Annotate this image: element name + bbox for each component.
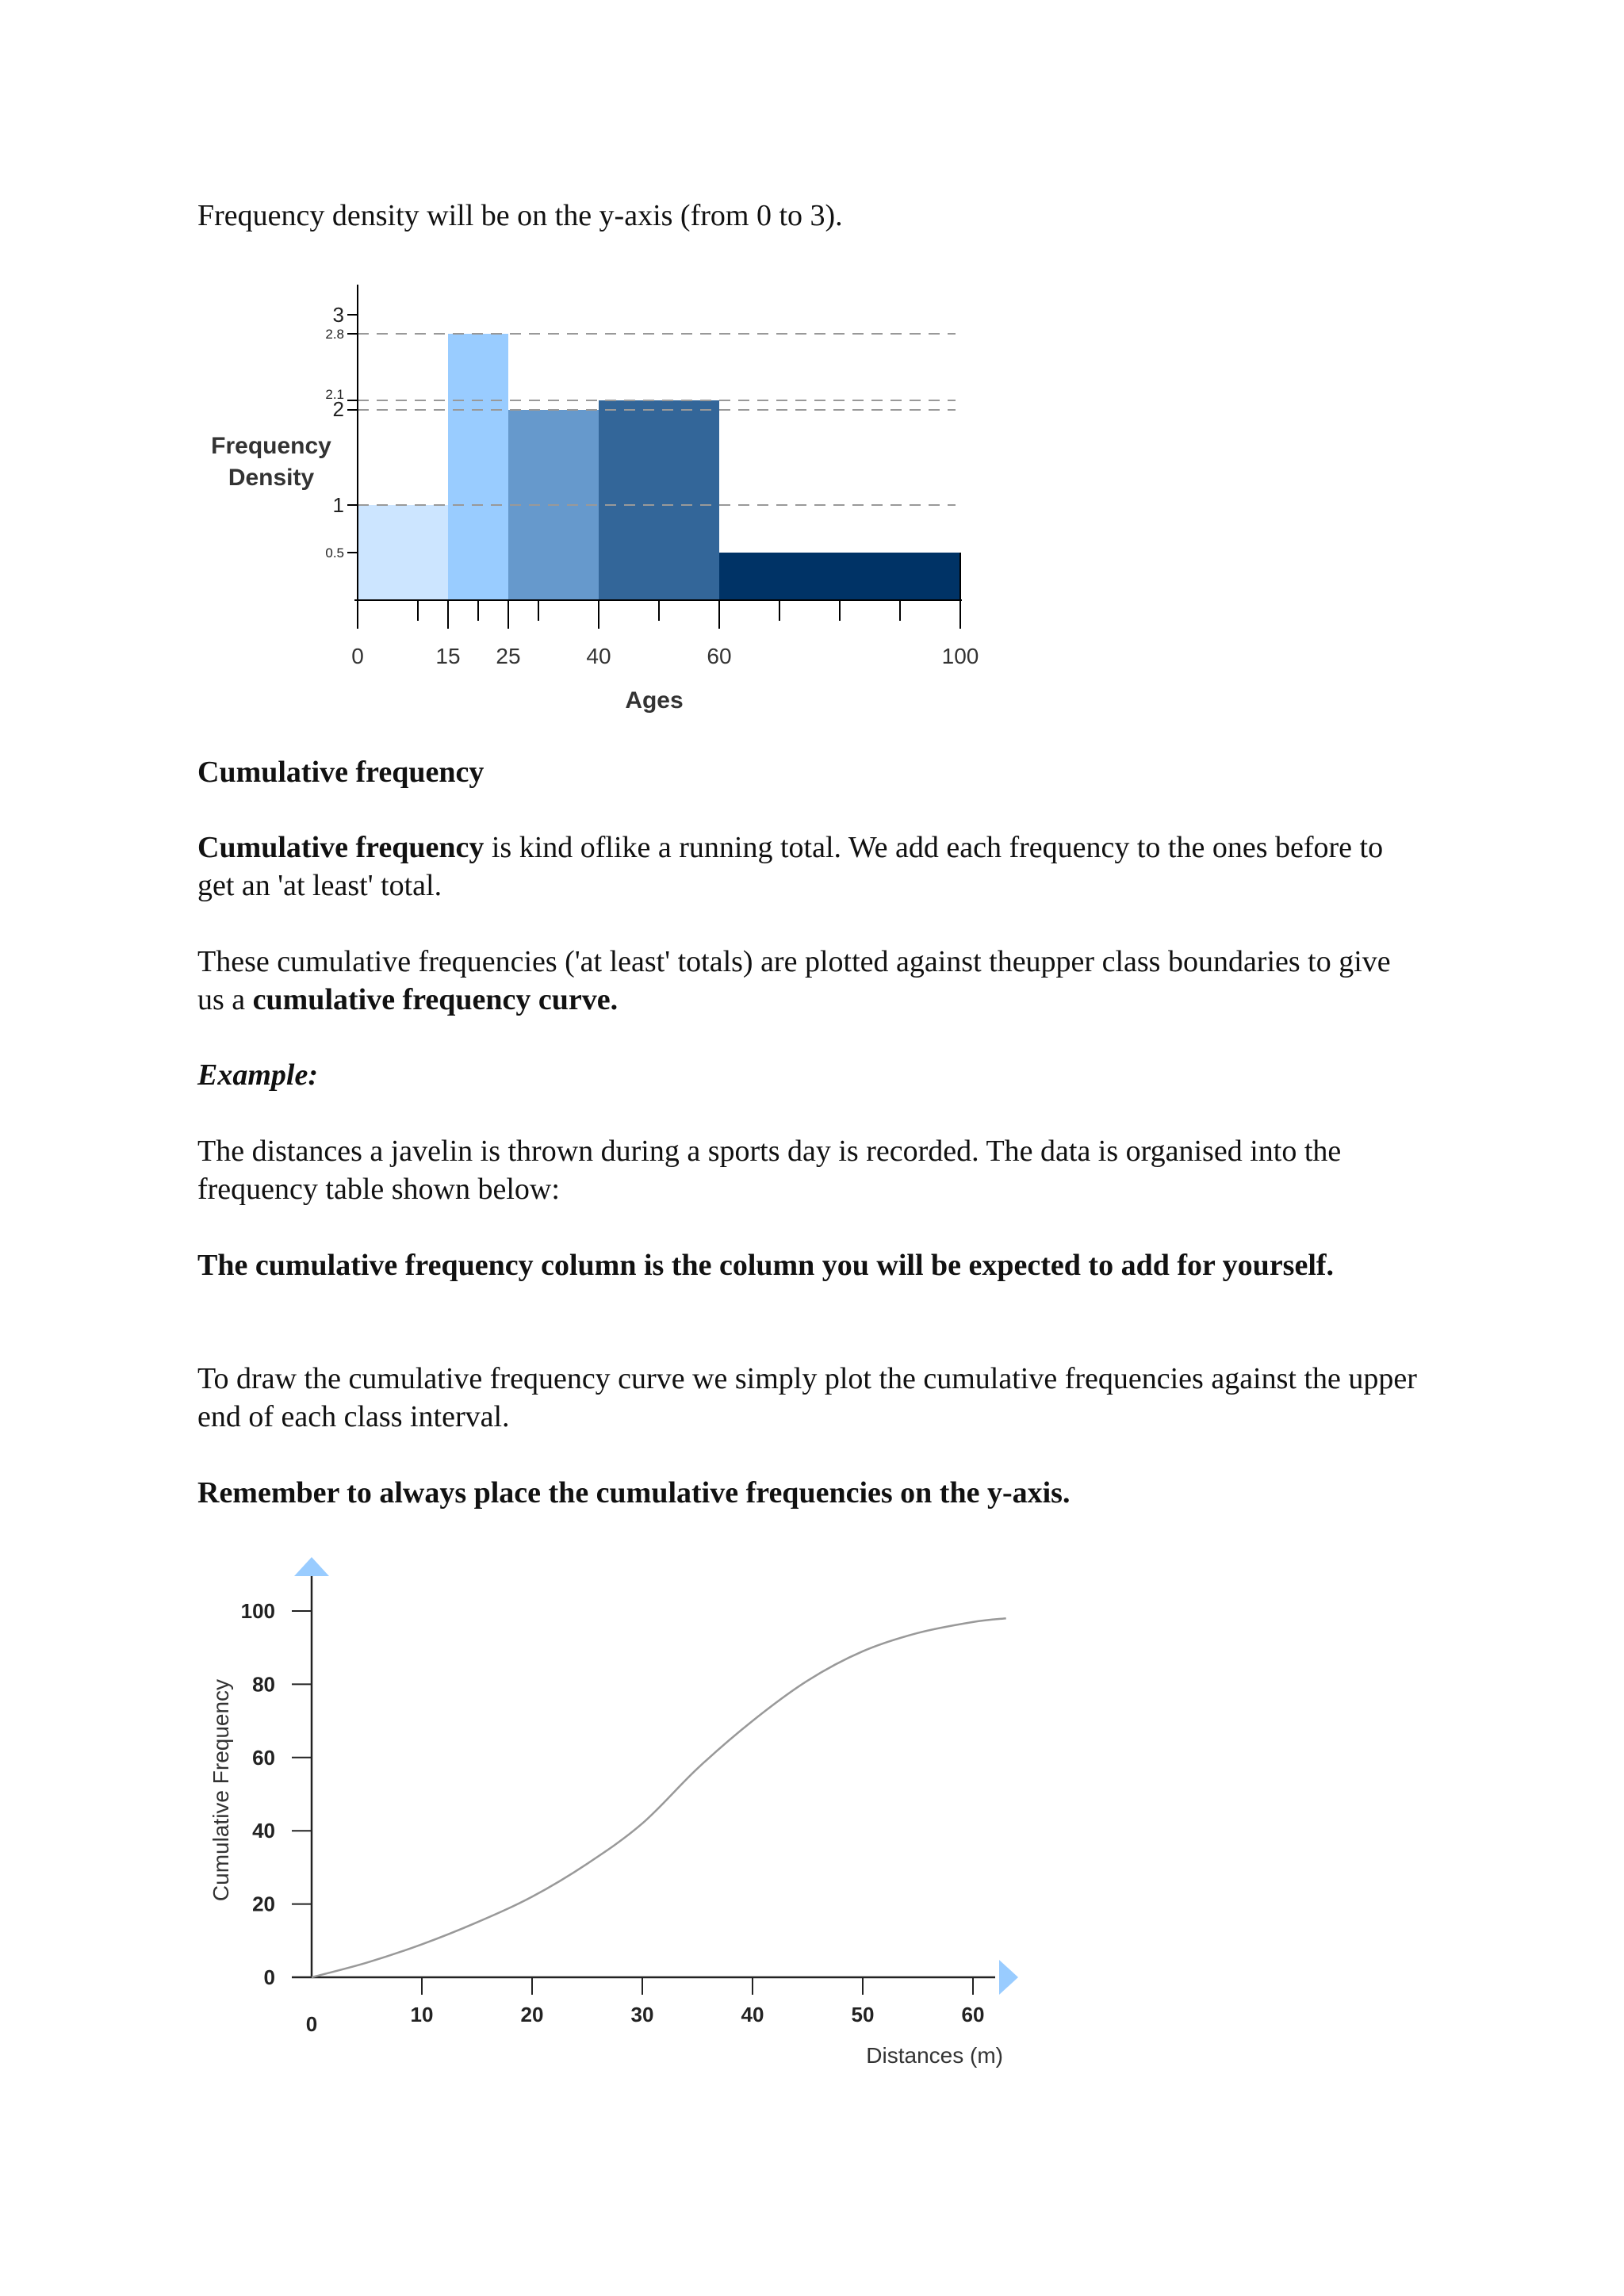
histogram-bar-1 <box>448 334 508 600</box>
y-tick-label-4: 80 <box>252 1672 275 1697</box>
example-label <box>197 1056 1419 1094</box>
cumulative-frequency-curve <box>312 1618 1006 1977</box>
intro-paragraph: Frequency density will be on the y-axis (from 0 to 3). <box>197 199 843 232</box>
y-tick-label-1: 1 <box>332 493 344 517</box>
x-tick-label-0: 0 <box>351 644 364 668</box>
histogram-bar-0 <box>358 505 448 600</box>
x-tick-label-4: 60 <box>707 644 732 668</box>
y-tick-label-2: 2 <box>332 397 344 421</box>
paragraph-cf-curve <box>197 943 1419 1019</box>
paragraph-javelin: The distances a javelin is thrown during a sports day is recorded. The data is organised into the frequency table shown below: <box>197 1135 1342 1206</box>
paragraph-cf-curve-text: These cumulative frequencies ('at least' totals) are plotted against theupper class boundaries to give us a <box>197 945 1391 1016</box>
histogram-bar-3 <box>599 400 719 600</box>
x-tick-label-3: 40 <box>586 644 611 668</box>
x-tick-label-5: 50 <box>851 2003 875 2026</box>
x-axis-label: Distances (m) <box>866 2043 1003 2068</box>
y-tick-label-4: 2.8 <box>325 327 344 342</box>
cf-heading: Cumulative frequency <box>197 756 485 789</box>
paragraph-draw-curve: To draw the cumulative frequency curve we simply plot the cumulative frequencies against the upper end of each class interval. <box>197 1362 1417 1433</box>
x-axis-label: Ages <box>625 687 684 714</box>
paragraph-running-total-bold: Cumulative frequency <box>197 831 485 864</box>
y-axis-label-line-1: Density <box>228 465 315 491</box>
x-tick-label-5: 100 <box>941 644 979 668</box>
x-tick-label-6: 60 <box>961 2003 985 2026</box>
histogram-bar-4 <box>719 553 960 600</box>
y-tick-label-5: 3 <box>332 303 344 327</box>
paragraph-cf-column: The cumulative frequency column is the column you will be expected to add for yourself. <box>197 1249 1335 1282</box>
y-axis-arrow-icon <box>294 1557 329 1576</box>
paragraph-cf-curve-bold: cumulative frequency curve. <box>252 983 619 1016</box>
y-tick-label-5: 100 <box>240 1599 275 1623</box>
paragraph-remember: Remember to always place the cumulative frequencies on the y-axis. <box>197 1476 1071 1510</box>
paragraph-running-total <box>197 828 1419 905</box>
y-tick-label-0: 0 <box>263 1965 275 1989</box>
example-label-text: Example: <box>197 1058 318 1092</box>
y-axis-label-line-0: Frequency <box>211 433 331 459</box>
y-tick-label-0: 0.5 <box>325 545 344 561</box>
x-axis-arrow-icon <box>999 1960 1018 1995</box>
paragraph-running-total-text: is kind oflike a running total. We add each frequency to the ones before to get an 'at least' total. <box>197 831 1384 902</box>
x-tick-label-2: 20 <box>520 2003 544 2026</box>
x-tick-label-0: 0 <box>305 2012 318 2036</box>
histogram-chart <box>190 274 983 725</box>
x-tick-label-1: 15 <box>435 644 461 668</box>
y-tick-label-2: 40 <box>252 1819 275 1843</box>
y-tick-label-1: 20 <box>252 1892 275 1916</box>
y-tick-label-3: 2.1 <box>325 387 344 402</box>
y-tick-label-3: 60 <box>252 1745 275 1770</box>
y-axis-label: Cumulative Frequency <box>209 1678 233 1902</box>
x-tick-label-4: 40 <box>741 2003 764 2026</box>
x-tick-label-2: 25 <box>496 644 521 668</box>
x-tick-label-1: 10 <box>410 2003 434 2026</box>
cumulative-frequency-chart <box>190 1546 1031 2085</box>
x-tick-label-3: 30 <box>630 2003 654 2026</box>
